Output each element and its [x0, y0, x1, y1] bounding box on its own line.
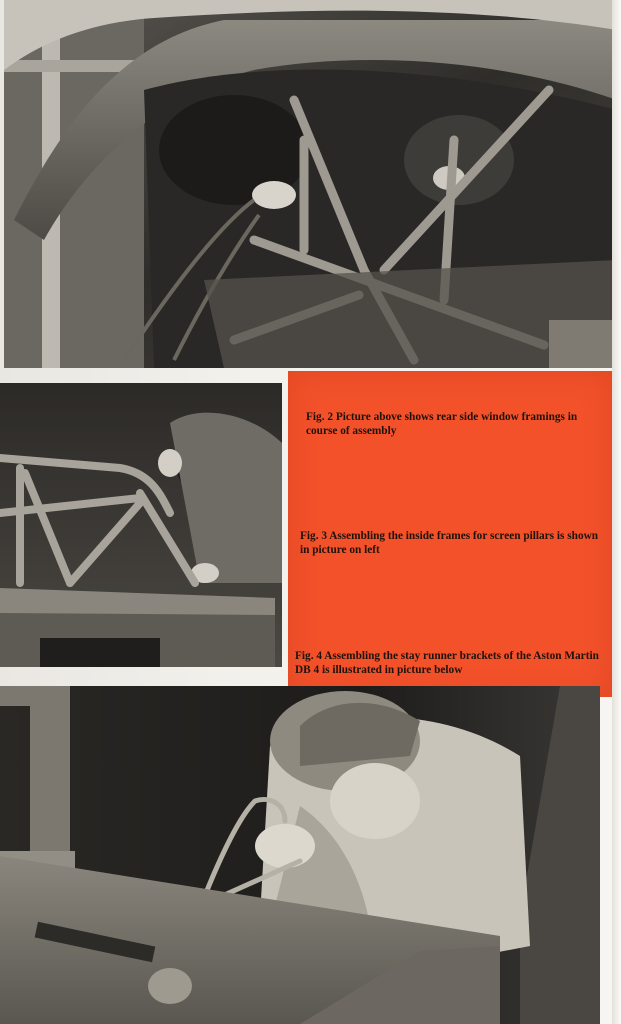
photo-rear-window-framing — [4, 0, 617, 368]
photo-stay-runner-brackets-image — [0, 686, 600, 1024]
photo-screen-pillar-frames-image — [0, 383, 282, 667]
photo-rear-window-framing-image — [4, 0, 617, 368]
figure-2-number: Fig. 2 — [306, 411, 333, 423]
figure-3-number: Fig. 3 — [300, 530, 327, 542]
photo-stay-runner-brackets — [0, 686, 600, 1024]
figure-4-number: Fig. 4 — [295, 650, 322, 662]
figure-4-caption — [295, 650, 607, 677]
page-margin — [612, 0, 621, 1024]
figure-2-text: Picture above shows rear side window framings in course of assembly — [306, 411, 578, 437]
photo-screen-pillar-frames — [0, 383, 282, 667]
figure-3-text: Assembling the inside frames for screen pillars is shown in picture on left — [300, 530, 599, 556]
figure-2-caption — [306, 411, 606, 438]
caption-panel — [288, 371, 612, 697]
figure-4-text: Assembling the stay runner brackets of the Aston Martin DB 4 is illustrated in picture below — [295, 650, 599, 676]
figure-3-caption — [300, 530, 606, 557]
